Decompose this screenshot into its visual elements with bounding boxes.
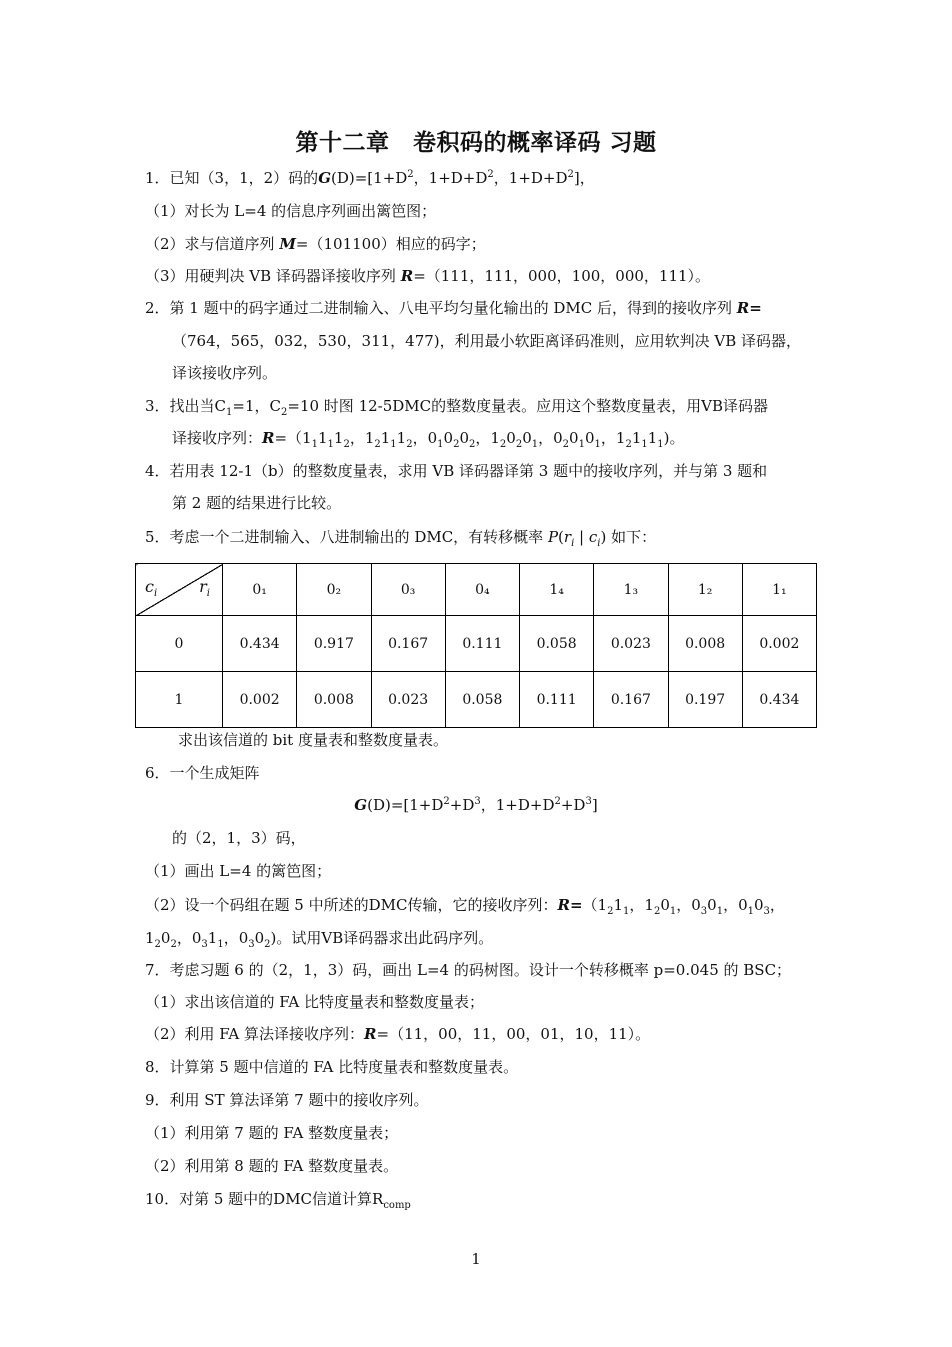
table-cell: 0.434 [742, 672, 816, 728]
transition-probability-table [135, 563, 817, 728]
q2-line1: 2．第 1 题中的码字通过二进制输入、八电平均匀量化输出的 DMC 后，得到的接收序列 R= [145, 299, 762, 317]
table-cell: 0.434 [223, 616, 297, 672]
column-header: 1₄ [520, 564, 594, 616]
q1-part1: （1）对长为 L=4 的信息序列画出篱笆图； [145, 202, 437, 220]
q1-part2: （2）求与信道序列 M=（101100）相应的码字； [145, 235, 486, 253]
q5-line1: 5．考虑一个二进制输入、八进制输出的 DMC，有转移概率 $P(r_i$ | $c_i$) 如下： [145, 528, 657, 549]
page-number: 1 [471, 1250, 481, 1268]
table-cell: 0.058 [520, 616, 594, 672]
table-row [136, 672, 817, 728]
q3-line2: 译接收序列：$R=(1_11_11_2$，$1_21_11_2$，$0_10_20_2$，$1_20_20_1$，$0_20_10_1$，$1_21_11_1$)。 [172, 429, 685, 450]
q6-line3: 的（2，1，3）码， [172, 829, 306, 847]
q9-part1: （1）利用第 7 题的 FA 整数度量表； [145, 1124, 399, 1142]
q7-part2: （2）利用 FA 算法译接收序列：R=（11，00，11，00，01，10，11）。 [145, 1025, 651, 1043]
table-cell: 0.023 [371, 672, 445, 728]
table-cell: 0.111 [445, 616, 519, 672]
q3-line1: 3．找出当$C_1=1$，$C_2=10$ 时图 12-5DMC的整数度量表。应用这个整数度量表，用VB译码器 [145, 397, 768, 418]
column-header: 0₃ [371, 564, 445, 616]
table-corner-cell: $c_i$ $r_i$ [136, 564, 223, 616]
q9-part2: （2）利用第 8 题的 FA 整数度量表。 [145, 1157, 399, 1175]
table-cell: 0.197 [668, 672, 742, 728]
table-cell: 0.002 [742, 616, 816, 672]
q4-line1: 4．若用表 12-1（b）的整数度量表，求用 VB 译码器译第 3 题中的接收序列，并与第 3 题和 [145, 462, 768, 480]
page-title: 第十二章 卷积码的概率译码 习题 [295, 130, 657, 156]
q10-line: 10．对第 5 题中的DMC信道计算$R_{comp}$ [145, 1190, 411, 1211]
table-cell: 0.002 [223, 672, 297, 728]
table-cell: 0.917 [297, 616, 371, 672]
table-cell: 0.167 [371, 616, 445, 672]
q2-line3: 译该接收序列。 [172, 364, 278, 382]
q6-part2-line2: $1_20_2$，$0_31_1$，$0_30_2$)。试用VB译码器求出此码序列。 [145, 929, 494, 950]
q7-part1: （1）求出该信道的 FA 比特度量表和整数度量表； [145, 993, 485, 1011]
q5-after-table: 求出该信道的 bit 度量表和整数度量表。 [178, 731, 448, 749]
q2-line2: （764，565，032，530，311，477)，利用最小软距离译码准则，应用软判决 VB 译码器， [172, 332, 802, 350]
q6-part1: （1）画出 L=4 的篱笆图； [145, 862, 332, 880]
q9-line: 9．利用 ST 算法译第 7 题中的接收序列。 [145, 1091, 429, 1109]
q8-line: 8．计算第 5 题中信道的 FA 比特度量表和整数度量表。 [145, 1058, 519, 1076]
q4-line2: 第 2 题的结果进行比较。 [172, 494, 342, 512]
column-header: 0₂ [297, 564, 371, 616]
q6-generator-matrix: $G(D)=[1+D^2+D^3$，$1+D+D^2+D^3$] [354, 796, 598, 814]
q6-part2-line1: （2）设一个码组在题 5 中所述的DMC传输，它的接收序列：$R=(1_21_1$，$1_20_1$，$0_30_1$，$0_10_3$， [145, 896, 785, 917]
row-label: 1 [136, 672, 223, 728]
table-cell: 0.167 [594, 672, 668, 728]
column-header: 1₁ [742, 564, 816, 616]
table-cell: 0.058 [445, 672, 519, 728]
table-cell: 0.023 [594, 616, 668, 672]
table-cell: 0.008 [297, 672, 371, 728]
table-row [136, 616, 817, 672]
column-header: 1₃ [594, 564, 668, 616]
column-header: 0₁ [223, 564, 297, 616]
table-cell: 0.008 [668, 616, 742, 672]
column-header: 0₄ [445, 564, 519, 616]
row-label: 0 [136, 616, 223, 672]
q1-part3: （3）用硬判决 VB 译码器译接收序列 R=（111，111，000，100，000，111）。 [145, 267, 711, 285]
table-cell: 0.111 [520, 672, 594, 728]
q6-line1: 6．一个生成矩阵 [145, 764, 260, 782]
column-header: 1₂ [668, 564, 742, 616]
q7-line1: 7．考虑习题 6 的（2，1，3）码，画出 L=4 的码树图。设计一个转移概率 p=0.045 的 BSC； [145, 961, 792, 979]
q1-statement: 1．已知（3，1，2）码的$G(D)=[1+D^2$，$1+D+D^2$，$1+D+D^2$]， [145, 169, 595, 187]
